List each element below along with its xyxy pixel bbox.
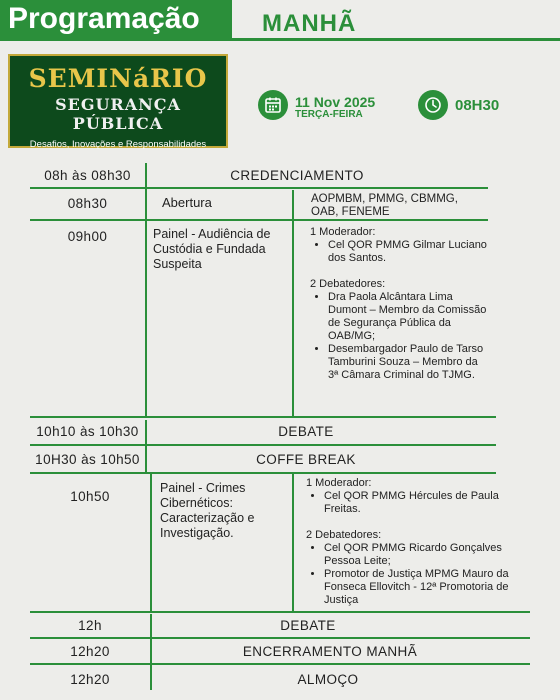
event-time: 08H30	[455, 97, 500, 114]
table-rule	[30, 663, 530, 665]
table-rule	[30, 611, 530, 613]
logo-line-2: SEGURANÇA PÚBLICA	[55, 95, 181, 133]
column-divider	[145, 163, 147, 416]
row-title: COFFE BREAK	[256, 452, 356, 467]
row-time: 12h	[78, 618, 102, 633]
row-title: Painel - Audiência de Custódia e Fundada Suspeita	[153, 227, 271, 271]
moderator-item: • Cel QOR PMMG Hércules de Paula Freitas.	[324, 490, 524, 516]
row-title: DEBATE	[278, 424, 334, 439]
program-title: Programação	[8, 2, 200, 35]
row-title: Abertura	[162, 195, 212, 210]
logo-subtitle: Desafios, Inovações e Responsabilidades	[29, 139, 207, 150]
header-divider	[0, 38, 560, 41]
debater-item: • Dra Paola Alcântara Lima Dumont – Membro da Comissão de Segurança Pública da OAB/MG;	[328, 291, 488, 343]
calendar-icon	[258, 90, 288, 120]
table-rule	[30, 416, 496, 418]
event-weekday: TERÇA-FEIRA	[295, 109, 363, 120]
event-date: 11 Nov 2025	[295, 94, 376, 110]
debater-item: • Promotor de Justiça MPMG Mauro da Fonseca Ellovitch - 12ª Promotoria de Justiça	[324, 568, 524, 607]
column-divider	[292, 474, 294, 611]
row-time: 10H30 às 10h50	[35, 452, 140, 467]
debater-item: • Cel QOR PMMG Ricardo Gonçalves Pessoa Leite;	[324, 542, 524, 568]
program-tab	[0, 0, 232, 40]
row-guests: AOPMBM, PMMG, CBMMG, OAB, FENEME	[311, 193, 458, 218]
clock-icon	[418, 90, 448, 120]
row-time: 08h às 08h30	[44, 168, 131, 183]
row-time: 12h20	[70, 672, 110, 687]
row-participants	[306, 477, 524, 607]
table-rule	[30, 187, 488, 189]
debater-item: • Desembargador Paulo de Tarso Tamburini Souza – Membro da 3ª Câmara Criminal do TJMG.	[328, 343, 488, 382]
table-rule	[30, 637, 530, 639]
moderator-label: 1 Moderador:	[310, 226, 376, 238]
row-title: DEBATE	[280, 618, 336, 633]
column-divider	[150, 474, 152, 611]
debaters-label: 2 Debatedores:	[310, 278, 386, 290]
row-title: Painel - Crimes Cibernéticos: Caracterização e Investigação.	[160, 481, 255, 540]
debaters-label: 2 Debatedores:	[306, 529, 382, 541]
row-time: 09h00	[67, 229, 108, 244]
table-rule	[30, 444, 496, 446]
row-time: 12h20	[70, 644, 110, 659]
column-divider	[292, 190, 294, 416]
table-rule	[30, 219, 488, 221]
logo-line-1: SEMINáRIO	[28, 64, 208, 93]
row-time: 10h50	[70, 489, 110, 504]
row-participants	[310, 226, 488, 382]
row-time: 08h30	[67, 196, 108, 211]
moderator-label: 1 Moderador:	[306, 477, 372, 489]
row-title: ENCERRAMENTO MANHÃ	[242, 644, 418, 659]
period-label: MANHÃ	[262, 10, 357, 37]
moderator-item: • Cel QOR PMMG Gilmar Luciano dos Santos.	[328, 239, 488, 265]
row-title: ALMOÇO	[297, 672, 359, 687]
seminar-logo	[8, 54, 228, 148]
row-time: 10h10 às 10h30	[36, 424, 139, 439]
table-rule	[30, 472, 496, 474]
row-title: CREDENCIAMENTO	[230, 168, 364, 183]
